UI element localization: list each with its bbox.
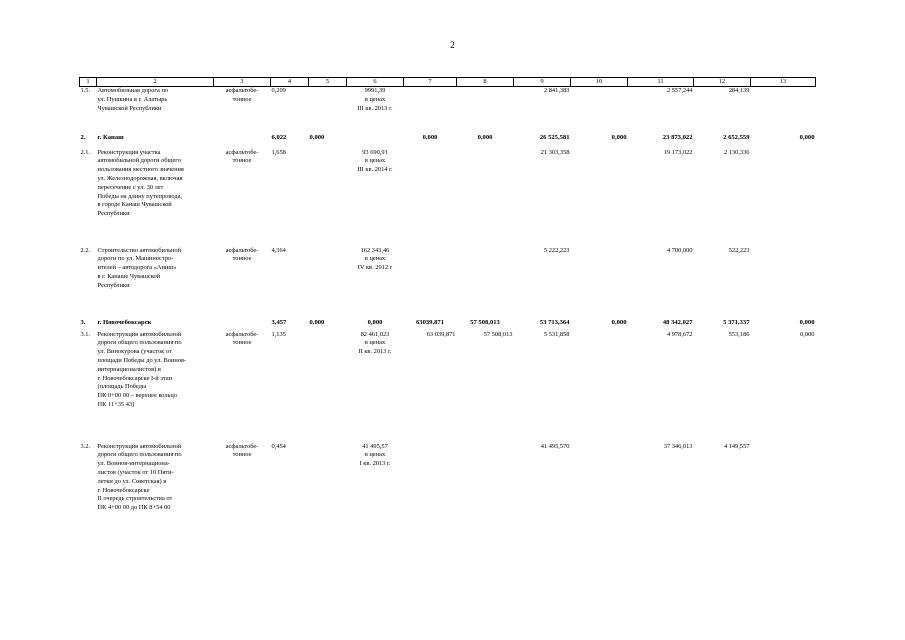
cell-c4: 4,364 — [271, 246, 286, 254]
cell-c12: 522,223 — [728, 246, 750, 254]
cell-c10: 0,000 — [611, 318, 627, 326]
cell-c6 — [347, 127, 404, 149]
cell-c13: 0,000 — [800, 330, 815, 338]
cell-c6: 82 461,023 в ценах II кв. 2013 г. — [358, 330, 392, 356]
table-row — [80, 247, 816, 315]
cell-c5: 0,000 — [309, 318, 325, 326]
cell-c2: Реконструкция участка автомобильной дороги общего пользования местного значения ул. Железнодорожная, включая пересечение с ул. 30 лет Победы на длину путепровода, в городе Канаш Чувашской Республики — [97, 148, 184, 218]
column-number: 7 — [404, 78, 457, 87]
cell-c8: 57 508,013 — [483, 330, 513, 338]
cell-c11: 4 978,672 — [666, 330, 693, 338]
cell-c3: асфальтобе- тонное — [225, 330, 259, 347]
cell-c9: 5 222,223 — [543, 246, 570, 254]
column-number: 6 — [347, 78, 404, 87]
cell-c4: 1,135 — [271, 330, 286, 338]
cell-c2: Автомобильная дорога по ул. Пушкина в г. Алатырь Чувашской Республики — [97, 87, 169, 112]
cell-c7 — [404, 149, 457, 247]
cell-c12: 284,139 — [728, 87, 750, 94]
cell-c10 — [571, 87, 628, 127]
cell-c8: 57 508,013 — [470, 318, 500, 326]
column-number: 13 — [751, 78, 816, 87]
cell-c9: 2 841,383 — [543, 87, 570, 94]
cell-c6: 41 495,57 в ценах I кв. 2013 г. — [359, 442, 391, 468]
cell-c8 — [457, 87, 514, 127]
table-row — [80, 443, 816, 533]
cell-c1: 2. — [80, 133, 86, 141]
cell-c5 — [309, 331, 347, 443]
cell-c1: 3.1. — [80, 330, 91, 338]
cell-c8 — [457, 149, 514, 247]
cell-c11: 2 557,244 — [666, 87, 693, 94]
cell-c6: 9991,39 в ценах III кв. 2013 г. — [357, 87, 393, 112]
column-number: 9 — [514, 78, 571, 87]
cell-c10: 0,000 — [611, 133, 627, 141]
cell-c13: 0,000 — [799, 318, 815, 326]
cell-c1: 2.1. — [80, 148, 91, 156]
cell-c2: Реконструкция автомобильной дороги общего пользования по ул. Винокурова (участок от площади Победы до ул. Воинов- интернационалистов) в г. Новочебоксарске I-й этап (площадь Победы ПК 0+00 00 – верхнее кольцо ПК 11+35 43) — [97, 330, 187, 409]
cell-c11: 19 173,022 — [663, 148, 693, 156]
road-works-table — [79, 77, 816, 533]
cell-c11: 23 873,022 — [662, 133, 693, 141]
column-number: 11 — [628, 78, 694, 87]
cell-c4: 0,209 — [271, 87, 286, 94]
cell-c9: 53 713,364 — [539, 318, 570, 326]
cell-c4: 1,658 — [271, 148, 286, 156]
cell-c2: г. Канаш — [97, 133, 124, 141]
column-number: 5 — [309, 78, 347, 87]
cell-c13 — [751, 247, 816, 315]
cell-c8 — [457, 443, 514, 533]
column-number: 12 — [694, 78, 751, 87]
cell-c12: 553,186 — [728, 330, 750, 338]
cell-c7: 0,000 — [422, 133, 438, 141]
cell-c1: 3.2. — [80, 442, 91, 450]
cell-c10 — [571, 247, 628, 315]
cell-c4: 6,022 — [271, 133, 287, 141]
cell-c11: 48 342,027 — [662, 318, 693, 326]
cell-c5 — [309, 87, 347, 127]
table-body — [80, 87, 816, 533]
cell-c10 — [571, 443, 628, 533]
cell-c10 — [571, 331, 628, 443]
cell-c7 — [404, 87, 457, 127]
page-number: 2 — [450, 40, 455, 50]
column-number: 3 — [214, 78, 271, 87]
cell-c5 — [309, 149, 347, 247]
table-row — [80, 87, 816, 127]
cell-c7 — [404, 443, 457, 533]
cell-c7: 63 039,871 — [426, 330, 456, 338]
cell-c8: 0,000 — [477, 133, 493, 141]
group-row — [80, 127, 816, 149]
cell-c7: 63039,871 — [415, 318, 445, 326]
table-row — [80, 149, 816, 247]
cell-c12: 2 130,336 — [723, 148, 750, 156]
cell-c5 — [309, 247, 347, 315]
group-row — [80, 315, 816, 331]
cell-c13: 0,000 — [799, 133, 815, 141]
cell-c6: 162 343,46 в ценах IV кв. 2012 г — [357, 246, 393, 272]
column-number: 8 — [457, 78, 514, 87]
cell-c6: 0,000 — [367, 318, 383, 326]
cell-c2: Строительство автомобильной дороги по ул. Машиностро- ителей – автодорога «Аниш» в г. Канаше Чувашской Республики — [97, 246, 182, 289]
cell-c3: асфальтобе- тонное — [225, 246, 259, 263]
column-number: 1 — [80, 78, 97, 87]
column-number-row — [80, 78, 816, 87]
column-number: 2 — [97, 78, 214, 87]
cell-c11: 4 700,000 — [666, 246, 693, 254]
column-number: 4 — [271, 78, 309, 87]
cell-c6: 93 690,91 в ценах III кв. 2014 г. — [357, 148, 393, 174]
table-row — [80, 331, 816, 443]
cell-c3 — [214, 315, 271, 331]
cell-c5 — [309, 443, 347, 533]
cell-c7 — [404, 247, 457, 315]
cell-c4: 0,454 — [271, 442, 286, 450]
cell-c12: 5 371,337 — [723, 318, 750, 326]
cell-c1: 3. — [80, 318, 86, 326]
cell-c1: 1.5. — [80, 87, 91, 94]
cell-c3: асфальтобе- тонное — [225, 87, 259, 103]
cell-c3: асфальтобе- тонное — [225, 148, 259, 165]
cell-c9: 26 525,581 — [539, 133, 570, 141]
cell-c5: 0,000 — [309, 133, 325, 141]
cell-c1: 2.2. — [80, 246, 91, 254]
cell-c9: 21 303,358 — [540, 148, 570, 156]
cell-c2: Реконструкция автомобильной дороги общего пользования по ул. Воинов-интернациона- листов (участок от 10 Пяти- летки до ул. Советская) в г. Новочебоксарске II очередь строительства от ПК 4+00 00 до ПК 8+54 00 — [97, 442, 182, 512]
cell-c9: 41 495,570 — [540, 442, 570, 450]
cell-c12: 2 652,559 — [723, 133, 750, 141]
cell-c8 — [457, 247, 514, 315]
cell-c9: 5 531,858 — [543, 330, 570, 338]
cell-c3: асфальтобе- тонное — [225, 442, 259, 459]
cell-c13 — [751, 149, 816, 247]
cell-c3 — [214, 127, 271, 149]
cell-c13 — [751, 443, 816, 533]
cell-c10 — [571, 149, 628, 247]
column-number: 10 — [571, 78, 628, 87]
cell-c4: 3,457 — [271, 318, 287, 326]
cell-c12: 4 149,557 — [723, 442, 750, 450]
cell-c11: 37 346,013 — [663, 442, 693, 450]
cell-c2: г. Новочебоксарск — [97, 318, 152, 326]
cell-c13 — [751, 87, 816, 127]
